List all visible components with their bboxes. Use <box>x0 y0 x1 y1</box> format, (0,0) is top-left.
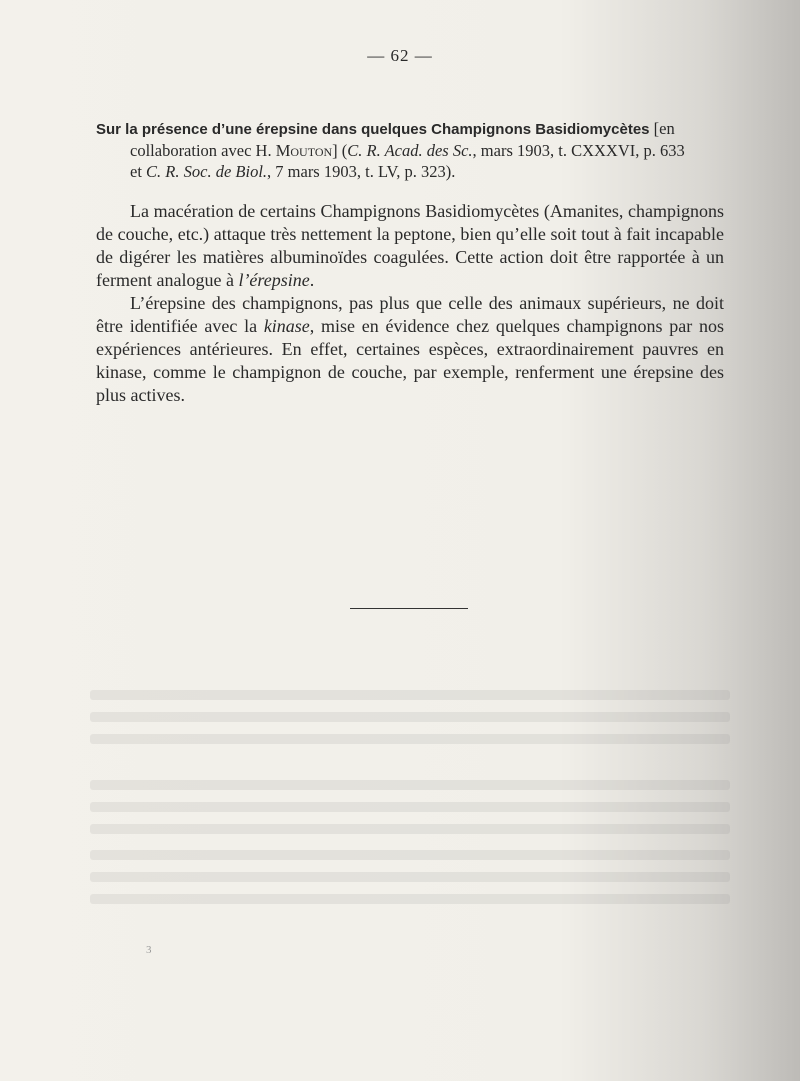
show-through-text <box>90 690 730 700</box>
show-through-text <box>90 712 730 722</box>
italic-term: l’érepsine <box>238 270 310 290</box>
entry-title-line <box>96 118 724 140</box>
show-through-text <box>90 894 730 904</box>
show-through-text <box>90 802 730 812</box>
footer-mark: 3 <box>146 944 152 956</box>
entry-citation-line-1 <box>96 140 724 161</box>
journal-name: C. R. Soc. de Biol. <box>146 162 268 181</box>
bibliographic-entry <box>96 118 724 182</box>
italic-term: kinase <box>263 316 310 336</box>
citation-text: et <box>130 162 147 181</box>
abstract-body <box>96 200 724 407</box>
journal-name: C. R. Acad. des Sc. <box>347 141 473 160</box>
entry-title: Sur la présence d’une érepsine dans quelques Champignons Basidiomycètes <box>96 121 650 138</box>
show-through-text <box>90 850 730 860</box>
citation-text: collaboration avec H. <box>130 141 276 160</box>
citation-text: , mars 1903, t. CXXXVI, p. 633 <box>472 141 685 160</box>
coauthor-name: Mouton <box>275 141 333 160</box>
paragraph <box>96 292 724 407</box>
section-separator <box>350 608 468 609</box>
show-through-text <box>90 734 730 744</box>
paragraph-text: . <box>309 270 315 290</box>
page-number: — 62 — <box>367 46 433 65</box>
citation-text: , 7 mars 1903, t. LV, p. 323). <box>267 162 456 181</box>
show-through-text <box>90 872 730 882</box>
show-through-text <box>90 824 730 834</box>
paragraph-text: L’érepsine des champignons, pas plus que celle des animaux supérieurs, ne doit être identifiée avec la <box>96 293 724 336</box>
show-through-text <box>90 780 730 790</box>
citation-text: ] ( <box>332 141 348 160</box>
entry-citation-line-2 <box>96 161 724 182</box>
entry-title-rest: [en <box>653 119 675 138</box>
paragraph <box>96 200 724 292</box>
paragraph-text: , mise en évidence chez quelques champignons par nos expériences antérieures. En effet, certaines espèces, extraordinairement pauvres en kinase, comme le champignon de couche, par exemple, renferment une érepsine des plus actives. <box>96 316 724 405</box>
paragraph-text: La macération de certains Champignons Basidiomycètes (Amanites, champignons de couche, etc.) attaque très nettement la peptone, bien qu’elle soit tout à fait incapable de digérer les matières albuminoïdes coagulées. Cette action doit être rapportée à un ferment analogue à <box>96 201 724 290</box>
